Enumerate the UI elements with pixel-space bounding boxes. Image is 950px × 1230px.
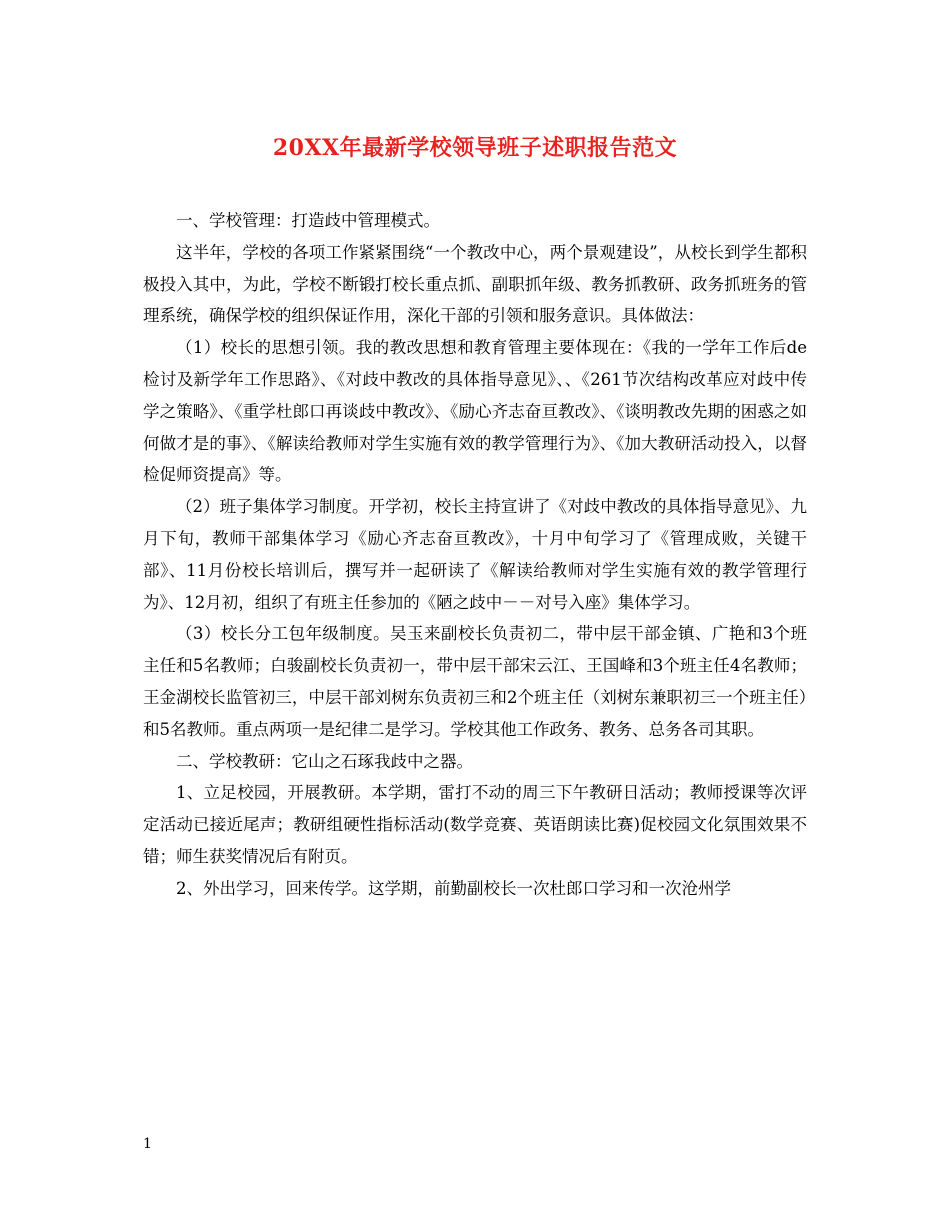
paragraph: （1）校长的思想引领。我的教改思想和教育管理主要体现在：《我的一学年工作后de检讨及新学年工作思路》、《对歧中教改的具体指导意见》、、《261节次结构改革应对歧中传学之策略》、《重学杜郎口再谈歧中教改》、《励心齐志奋亘教改》、《谈明教改先期的困惑之如何做才是的事》、《解读给教师对学生实施有效的教学管理行为》、《加大教研活动投入，以督检促师资提高》等。 <box>143 338 807 485</box>
paragraph: 1、立足校园，开展教研。本学期，雷打不动的周三下午教研日活动；教师授课等次评定活动已接近尾声；教研组硬性指标活动(数学竞赛、英语朗读比赛)促校园文化氛围效果不错；师生获奖情况后有附页。 <box>143 783 807 866</box>
page-number: 1 <box>143 1136 152 1152</box>
paragraph: （3）校长分工包年级制度。吴玉来副校长负责初二，带中层干部金镇、广艳和3个班主任和5名教师；白骏副校长负责初一，带中层干部宋云江、王国峰和3个班主任4名教师；王金湖校长监管初三，中层干部刘树东负责初三和2个班主任（刘树东兼职初三一个班主任）和5名教师。重点两项一是纪律二是学习。学校其他工作政务、教务、总务各司其职。 <box>143 624 807 739</box>
document-body <box>143 205 807 905</box>
paragraph: 2、外出学习，回来传学。这学期，前勤副校长一次杜郎口学习和一次沧州学 <box>176 878 731 898</box>
section-heading-management: 一、学校管理：打造歧中管理模式。 <box>176 211 440 230</box>
document-title: 20XX年最新学校领导班子述职报告范文 <box>272 135 678 161</box>
section-heading-research: 二、学校教研：它山之石琢我歧中之器。 <box>176 751 473 771</box>
paragraph: 这半年，学校的各项工作紧紧围绕“一个教改中心，两个景观建设”，从校长到学生都积极投入其中，为此，学校不断锻打校长重点抓、副职抓年级、教务抓教研、政务抓班务的管理系统，确保学校的组织保证作用，深化干部的引领和服务意识。具体做法： <box>143 242 807 326</box>
paragraph: （2）班子集体学习制度。开学初，校长主持宣讲了《对歧中教改的具体指导意见》、九月下旬，教师干部集体学习《励心齐志奋亘教改》，十月中旬学习了《管理成败，关键干部》、11月份校长培训后，撰写并一起研读了《解读给教师对学生实施有效的教学管理行为》、12月初，组织了有班主任参加的《陋之歧中－－对号入座》集体学习。 <box>143 497 807 612</box>
